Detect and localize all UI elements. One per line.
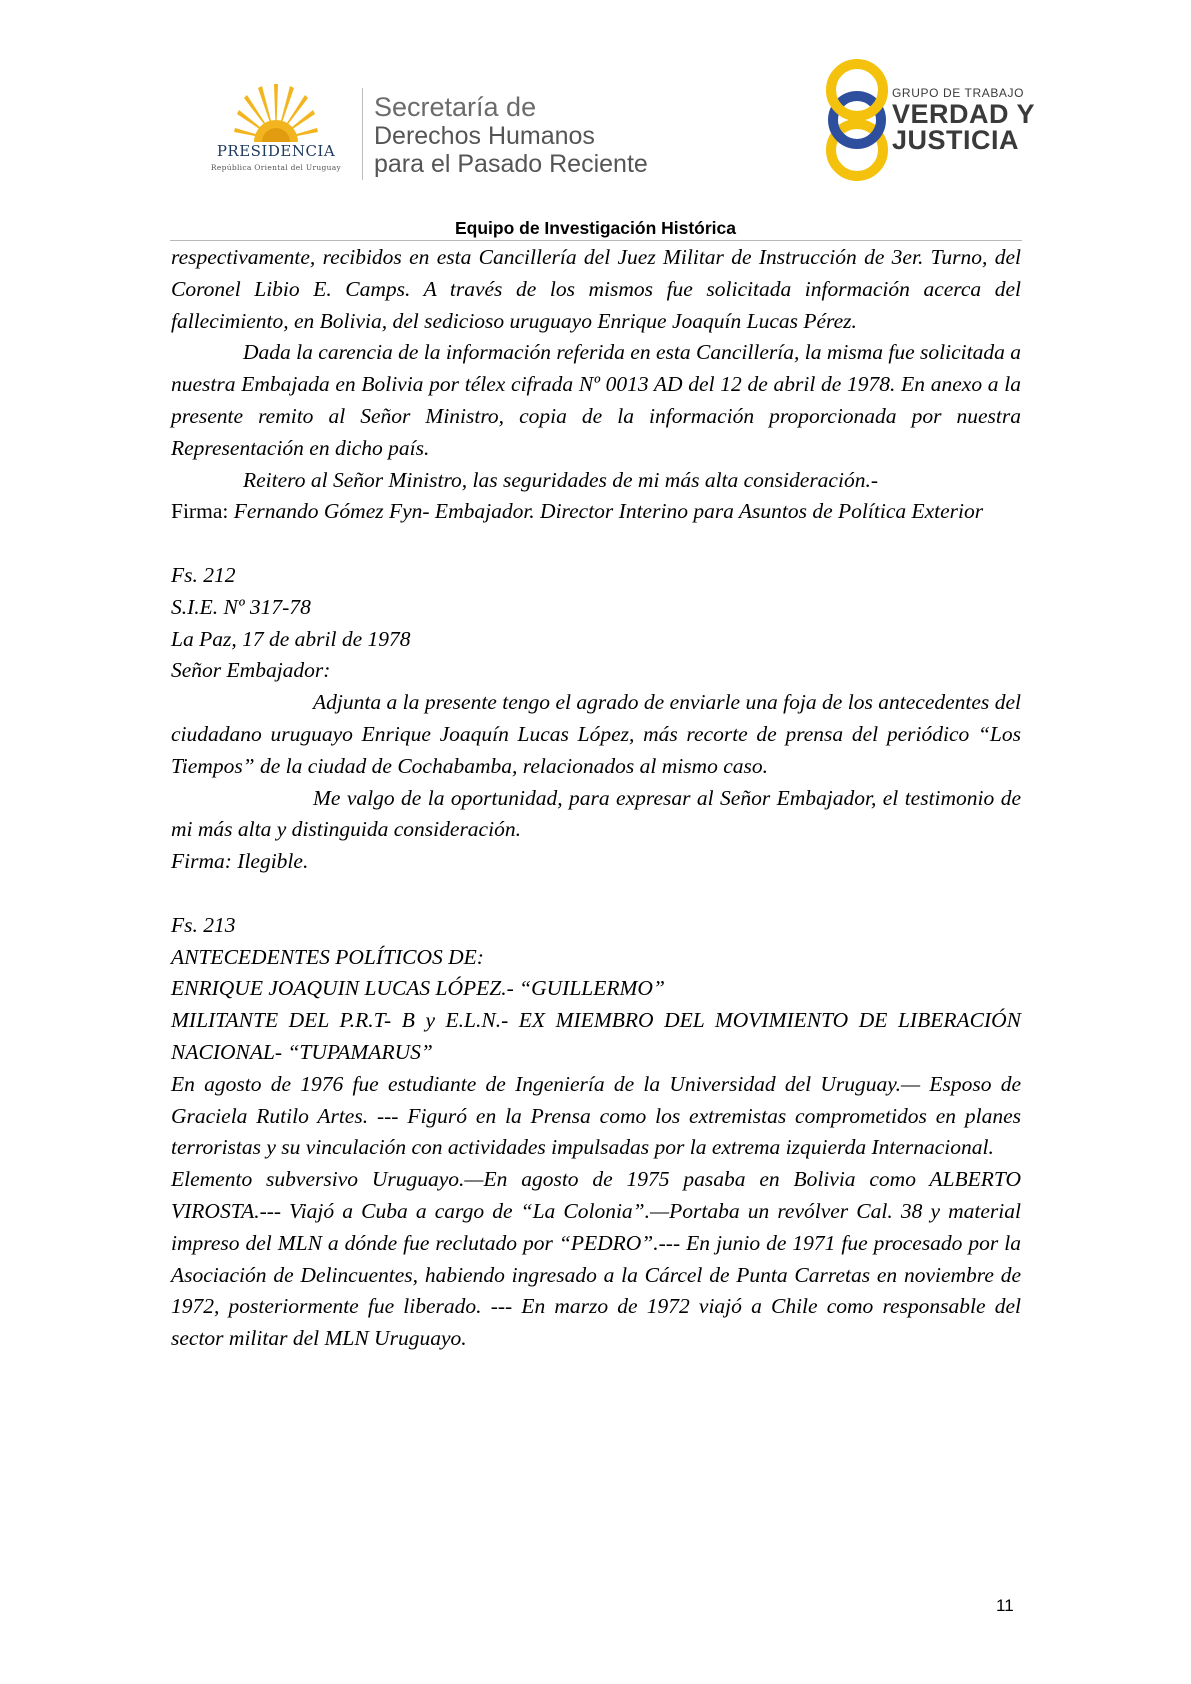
signature-1 <box>171 496 1021 528</box>
page-number: 11 <box>996 1596 1014 1615</box>
paragraph-2: Dada la carencia de la información referida en esta Cancillería, la misma fue solicitada a nuestra Embajada en Bolivia por télex cifrada Nº 0013 AD del 12 de abril de 1978. En anexo a la presente remito al Señor Ministro, copia de la información proporcionada por nuestra Representación en dicho país. <box>171 340 1021 460</box>
salutation: Señor Embajador: <box>171 658 331 683</box>
signature-text: Fernando Gómez Fyn- Embajador. Director Interino para Asuntos de Política Exterior <box>233 499 984 524</box>
place-date: La Paz, 17 de abril de 1978 <box>171 626 411 651</box>
secretaria-line3: para el Pasado Reciente <box>374 150 648 178</box>
secretaria-line2: Derechos Humanos <box>374 122 595 150</box>
header-rule <box>170 240 1022 241</box>
folio-212: Fs. 212 <box>171 562 236 587</box>
paragraph-8: En agosto de 1976 fue estudiante de Ingeniería de la Universidad del Uruguay.— Esposo de Graciela Rutilo Artes. --- Figuró en la Prensa como los extremistas comprometidos en planes terroristas y su vinculación con actividades impulsadas por la extrema izquierda Internacional. <box>171 1071 1021 1160</box>
antecedentes-name: ENRIQUE JOAQUIN LUCAS LÓPEZ.- “GUILLERMO” <box>171 976 665 1001</box>
header-divider <box>362 88 363 180</box>
paragraph-1: respectivamente, recibidos en esta Cancillería del Juez Militar de Instrucción de 3er. Turno, del Coronel Libio E. Camps. A través de los mismos fue solicitada información acerca del fallecimiento, en Bolivia, del sedicioso uruguayo Enrique Joaquín Lucas Pérez. <box>171 245 1021 333</box>
sun-icon <box>234 80 318 144</box>
sie-number: S.I.E. Nº 317-78 <box>171 594 311 619</box>
signature-label: Firma: <box>171 499 234 524</box>
paragraph-9: Elemento subversivo Uruguayo.—En agosto de 1975 pasaba en Bolivia como ALBERTO VIROSTA.--- Viajó a Cuba a cargo de “La Colonia”.—Portaba un revólver Cal. 38 y material impreso del MLN a dónde fue reclutado por “PEDRO”.--- En junio de 1971 fue procesado por la Asociación de Delincuentes, habiendo ingresado a la Cárcel de Punta Carretas en noviembre de 1972, posteriormente fue liberado. --- En marzo de 1972 viajó a Chile como responsable del sector militar del MLN Uruguayo. <box>171 1167 1021 1351</box>
secretaria-logo-text <box>374 92 648 178</box>
team-title: Equipo de Investigación Histórica <box>454 218 737 238</box>
presidencia-name: PRESIDENCIA <box>216 142 336 160</box>
paragraph-3: Reitero al Señor Ministro, las seguridades de mi más alta consideración.- <box>243 467 878 492</box>
vj-line2: VERDAD Y <box>892 99 1036 129</box>
vj-line1: GRUPO DE TRABAJO <box>892 86 1025 100</box>
antecedentes-militante: MILITANTE DEL P.R.T- B y E.L.N.- EX MIEMBRO DEL MOVIMIENTO DE LIBERACIÓN NACIONAL- “TUPAMARUS” <box>171 1008 1021 1064</box>
folio-213: Fs. 213 <box>171 912 236 937</box>
signature-2: Firma: Ilegible. <box>171 849 309 874</box>
verdad-justicia-rings-icon <box>822 58 892 182</box>
presidencia-subtitle: República Oriental del Uruguay <box>210 163 342 172</box>
antecedentes-title: ANTECEDENTES POLÍTICOS DE: <box>171 944 484 969</box>
paragraph-6: Me valgo de la oportunidad, para expresar al Señor Embajador, el testimonio de mi más alta y distinguida consideración. <box>171 785 1021 842</box>
document-body <box>171 242 1021 1355</box>
presidencia-logo <box>196 80 356 180</box>
verdad-justicia-text <box>892 86 1035 153</box>
paragraph-5: Adjunta a la presente tengo el agrado de enviarle una foja de los antecedentes del ciudadano uruguayo Enrique Joaquín Lucas López, más recorte de prensa del periódico “Los Tiempos” de la ciudad de Cochabamba, relacionados al mismo caso. <box>171 690 1021 778</box>
vj-line3: JUSTICIA <box>892 125 1020 155</box>
secretaria-line1: Secretaría de <box>374 92 537 122</box>
